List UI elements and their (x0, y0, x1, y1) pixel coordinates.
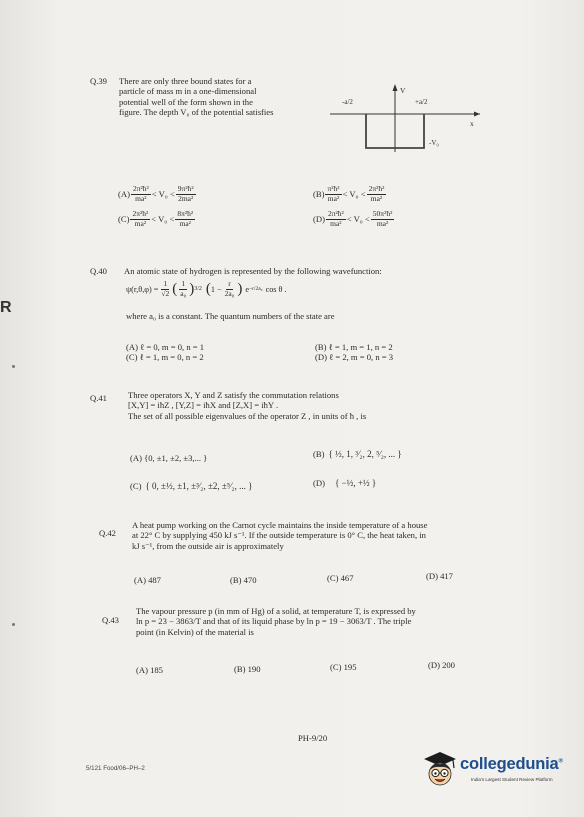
q39-number: Q.39 (90, 76, 107, 86)
x-label: x (470, 119, 474, 128)
q42-option-c[interactable]: (C) 467 (327, 573, 354, 583)
depth-label: -V₀ (429, 139, 439, 147)
q43-number: Q.43 (102, 615, 119, 625)
right-label: +a/2 (415, 98, 428, 106)
v-arrow-icon (393, 84, 398, 91)
v-label: V (400, 86, 406, 95)
q43-option-b[interactable]: (B) 190 (234, 664, 261, 674)
q39-option-a[interactable]: (A) $\frac{\text{2π²ħ²}}{\text{ma²}}$ < V₀ < $\frac{\text{9π²ħ²}}{\text{2ma²}}$ (118, 184, 194, 203)
brand-tagline: India's Largest Student Review Platform (471, 777, 553, 782)
q40-text: An atomic state of hydrogen is represented by the following wavefunction: (124, 266, 382, 276)
q42-option-a[interactable]: (A) 487 (134, 575, 161, 585)
q40-where: where a₀ is a constant. The quantum numbers of the state are (126, 311, 335, 321)
q39-option-c[interactable]: (C) $\frac{\text{2π²ħ²}}{\text{ma²}}$ < V₀ < $\frac{\text{8π²ħ²}}{\text{ma²}}$ (118, 209, 194, 228)
graduate-mascot-icon (423, 751, 457, 789)
q41-option-a[interactable]: (A) {0, ±1, ±2, ±3,... } (130, 453, 208, 463)
q40-option-d[interactable]: (D) ℓ = 2, m = 0, n = 3 (315, 352, 394, 362)
q43-option-d[interactable]: (D) 200 (428, 660, 455, 670)
q40-option-c[interactable]: (C) ℓ = 1, m = 0, n = 2 (126, 352, 204, 362)
q42-option-d[interactable]: (D) 417 (426, 571, 453, 581)
paper-code: 5/121 Food/06–PH–2 (86, 765, 145, 772)
edge-dot (12, 365, 15, 368)
q43-option-a[interactable]: (A) 185 (136, 665, 163, 675)
edge-letter: R (0, 299, 12, 316)
brand-logo (423, 749, 573, 793)
q41-number: Q.41 (90, 393, 107, 403)
q40-number: Q.40 (90, 266, 107, 276)
q40-option-a[interactable]: (A) ℓ = 0, m = 0, n = 1 (126, 342, 205, 352)
brand-name: collegedunia® (460, 755, 563, 773)
q43-text: The vapour pressure p (in mm of Hg) of a solid, at temperature T, is expressed by ln p = 23 − 3863/T and that of its liquid phase by ln p = 19 − 3063/T . The triple point (in Kelvin) of the material is (136, 606, 416, 637)
q42-text: A heat pump working on the Carnot cycle maintains the inside temperature of a house at 22° C by supplying 450 kJ s⁻¹. If the outside temperature is 0° C, the heat taken, in kJ s⁻¹, from the outside air is approximately (132, 520, 428, 551)
q41-option-b[interactable]: (B) { ½, 1, ³⁄₂, 2, ⁵⁄₂, ... } (313, 449, 402, 459)
q39-option-b[interactable]: (B) $\frac{\text{π²ħ²}}{\text{ma²}}$ < V₀ < $\frac{\text{2π²ħ²}}{\text{ma²}}$ (313, 184, 385, 203)
q41-text: Three operators X, Y and Z satisfy the commutation relations [X,Y] = iħZ , [Y,Z] = iħX and [Z,X] = iħY . The set of all possible eigenvalues of the operator Z , in units of ħ , is (128, 390, 367, 421)
q43-option-c[interactable]: (C) 195 (330, 662, 357, 672)
edge-dot (12, 623, 15, 626)
q39-text: There are only three bound states for a particle of mass m in a one-dimensional potential well of the form shown in the figure. The depth V₀ of the potential satisfies (119, 76, 274, 118)
potential-well-figure (330, 82, 480, 157)
q39-option-d[interactable]: (D) $\frac{\text{2π²ħ²}}{\text{ma²}}$ < V₀ < $\frac{\text{50π²ħ²}}{\text{ma²}}$ (313, 209, 393, 228)
q42-number: Q.42 (99, 528, 116, 538)
q42-option-b[interactable]: (B) 470 (230, 575, 257, 585)
q41-option-d[interactable]: (D) { −½, +½ } (313, 478, 377, 488)
q41-option-c[interactable]: (C) { 0, ±½, ±1, ±³⁄₂, ±2, ±⁵⁄₂, ... } (130, 481, 253, 491)
q40-option-b[interactable]: (B) ℓ = 1, m = 1, n = 2 (315, 342, 393, 352)
x-arrow-icon (474, 112, 480, 117)
left-label: -a/2 (342, 98, 353, 106)
wavefunction-equation: ψ(r,θ,φ) = $\frac{1}{√2}$ ( $\frac{1}{\text{a₀}}$ ) 3/2 ( 1 − $\frac{r}{\text{2a₀}}$ ) e −r/2a₀ cos θ . (126, 279, 287, 298)
page-number: PH-9/20 (298, 733, 328, 743)
